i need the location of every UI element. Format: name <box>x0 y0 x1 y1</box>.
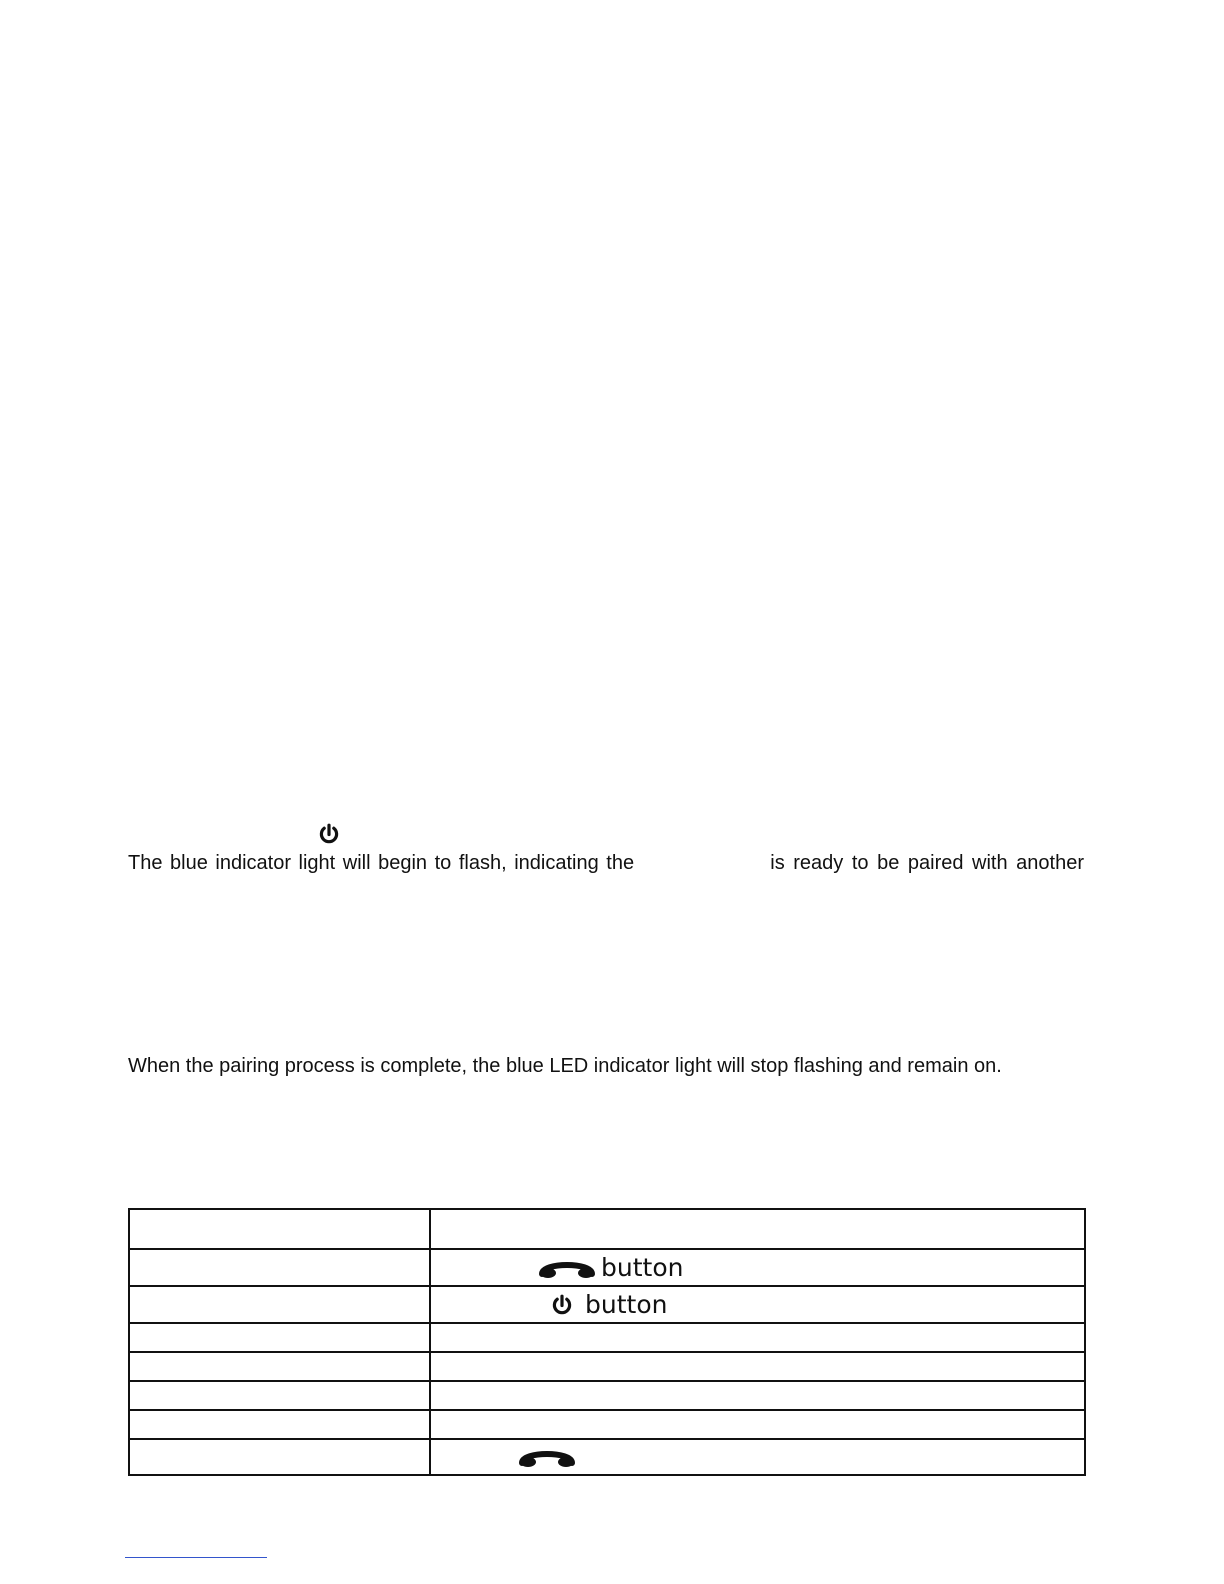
table-row <box>129 1439 1085 1475</box>
power-icon <box>318 823 340 845</box>
table-cell <box>430 1439 1085 1475</box>
table-cell <box>129 1381 430 1410</box>
table-cell <box>430 1410 1085 1439</box>
table-header-row <box>129 1209 1085 1249</box>
table-row <box>129 1410 1085 1439</box>
table-row <box>129 1286 1085 1323</box>
table-cell <box>129 1209 430 1249</box>
table-cell <box>430 1323 1085 1352</box>
table-cell <box>129 1286 430 1323</box>
footnote-divider <box>125 1557 267 1558</box>
table-cell <box>129 1410 430 1439</box>
table-cell <box>430 1352 1085 1381</box>
table-cell <box>430 1249 1085 1286</box>
button-label: button <box>601 1253 684 1282</box>
table-cell <box>129 1249 430 1286</box>
table-row <box>129 1352 1085 1381</box>
button-label: button <box>585 1290 668 1319</box>
pairing-complete-paragraph: When the pairing process is complete, the blue LED indicator light will stop flashing and remain on. <box>128 1055 1002 1077</box>
table-cell <box>129 1439 430 1475</box>
table-row <box>129 1249 1085 1286</box>
table-cell <box>430 1286 1085 1323</box>
phone-handset-icon <box>539 1256 595 1280</box>
pairing-instruction-right-text: is ready to be paired with another <box>770 852 1084 874</box>
pairing-instruction-left-text: The blue indicator light will begin to flash, indicating the <box>128 852 635 874</box>
table-row <box>129 1323 1085 1352</box>
phone-handset-icon <box>519 1445 575 1469</box>
table-cell <box>129 1352 430 1381</box>
table-cell <box>129 1323 430 1352</box>
table-cell <box>430 1381 1085 1410</box>
table-row <box>129 1381 1085 1410</box>
table-cell <box>430 1209 1085 1249</box>
power-icon <box>551 1294 573 1316</box>
controls-table <box>128 1208 1086 1476</box>
